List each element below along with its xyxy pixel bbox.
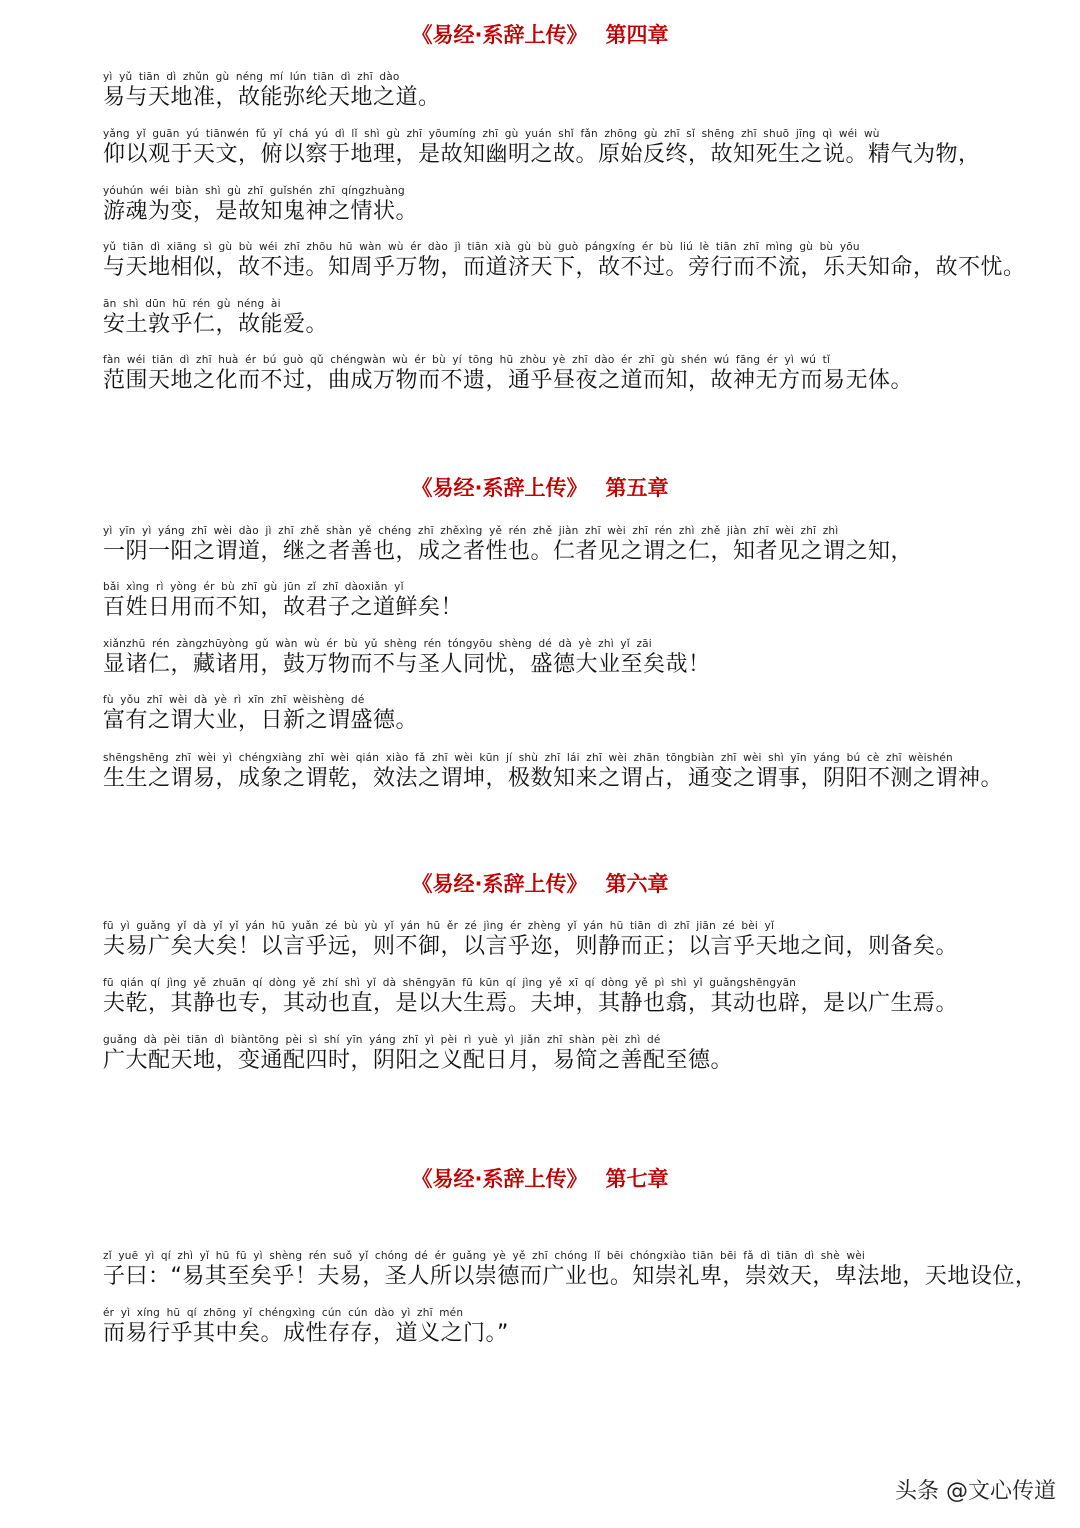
verse-line	[103, 297, 328, 339]
chapter-heading	[0, 475, 1080, 501]
verse-line	[103, 751, 1003, 793]
hanzi-line: 安土敦乎仁，故能爱。	[103, 312, 329, 337]
pinyin-line: yóuhún wéi biàn shì gù zhī guǐshén zhī qíngzhuàng	[103, 185, 405, 197]
pinyin-line: yì yīn yì yáng zhī wèi dào jì zhī zhě shàn yě chéng zhī zhěxìng yě rén zhě jiàn zhī wèi zhī rén zhì zhě jiàn zhī wèi zhī zhì	[103, 525, 839, 537]
verse-line	[103, 637, 711, 679]
pinyin-line: fù yǒu zhī wèi dà yè rì xīn zhī wèishèng dé	[103, 694, 365, 706]
source-watermark: 头条 @文心传道	[895, 1479, 1056, 1504]
pinyin-line: yǔ tiān dì xiāng sì gù bù wéi zhī zhōu hū wàn wù ér dào jì tiān xià gù bù guò pángxíng ér bù liú lè tiān zhī mìng gù bù yōu	[103, 241, 860, 253]
verse-line	[103, 184, 418, 226]
book-title: 《易经·系辞上传》	[411, 872, 588, 896]
verse-line	[103, 70, 441, 112]
hanzi-line: 广大配天地，变通配四时，阴阳之义配日月，易简之善配至德。	[103, 1048, 734, 1073]
hanzi-line: 生生之谓易，成象之谓乾，效法之谓坤，极数知来之谓占，通变之谓事，阴阳不测之谓神。	[103, 766, 1004, 791]
pinyin-line: yǎng yǐ guān yú tiānwén fǔ yǐ chá yú dì lǐ shì gù zhī yōumíng zhī gù yuán shǐ fǎn zhōng gù zhī sǐ shēng zhī shuō jīng qì wéi wù	[103, 128, 880, 140]
pinyin-line: yì yǔ tiān dì zhǔn gù néng mí lún tiān dì zhī dào	[103, 71, 400, 83]
chapter-number: 第七章	[605, 1167, 669, 1191]
verse-line	[103, 240, 1026, 282]
verse-line	[103, 580, 463, 622]
verse-line	[103, 127, 981, 169]
chapter-heading	[0, 22, 1080, 48]
hanzi-line: 仰以观于天文，俯以察于地理，是故知幽明之故。原始反终，故知死生之说。精气为物，	[103, 142, 981, 167]
verse-line	[103, 524, 913, 566]
hanzi-line: 游魂为变，是故知鬼神之情状。	[103, 199, 419, 224]
book-title: 《易经·系辞上传》	[411, 476, 588, 500]
verse-line	[103, 353, 913, 395]
hanzi-line: 显诸仁，藏诸用，鼓万物而不与圣人同忧，盛德大业至矣哉！	[103, 652, 711, 677]
verse-line	[103, 1306, 509, 1348]
verse-line	[103, 976, 958, 1018]
verse-line	[103, 1033, 733, 1075]
pinyin-line: bǎi xìng rì yòng ér bù zhī gù jūn zǐ zhī dàoxiǎn yǐ	[103, 581, 404, 593]
verse-line	[103, 919, 958, 961]
hanzi-line: 易与天地准，故能弥纶天地之道。	[103, 85, 441, 110]
pinyin-line: zǐ yuē yì qí zhì yǐ hū fū yì shèng rén suǒ yǐ chóng dé ér guǎng yè yě zhī chóng lǐ bēi chóngxiào tiān bēi fǎ dì tiān dì shè wèi	[103, 1250, 866, 1262]
pinyin-line: fàn wéi tiān dì zhī huà ér bú guò qǔ chéngwàn wù ér bù yí tōng hū zhòu yè zhī dào ér zhī gù shén wú fāng ér yì wú tǐ	[103, 354, 831, 366]
verse-line	[103, 693, 418, 735]
chapter-heading	[0, 1166, 1080, 1192]
hanzi-line: 子曰：“易其至矣乎！夫易，圣人所以崇德而广业也。知崇礼卑，崇效天，卑法地，天地设位，	[103, 1264, 1038, 1289]
verse-line	[103, 1249, 1037, 1291]
hanzi-line: 范围天地之化而不过，曲成万物而不遗，通乎昼夜之道而知，故神无方而易无体。	[103, 368, 914, 393]
hanzi-line: 夫易广矣大矣！以言乎远，则不御，以言乎迩，则静而正；以言乎天地之间，则备矣。	[103, 934, 959, 959]
hanzi-line: 富有之谓大业，日新之谓盛德。	[103, 708, 419, 733]
hanzi-line: 百姓日用而不知，故君子之道鲜矣！	[103, 595, 464, 620]
hanzi-line: 夫乾，其静也专，其动也直，是以大生焉。夫坤，其静也翕，其动也辟，是以广生焉。	[103, 991, 959, 1016]
book-title: 《易经·系辞上传》	[411, 1167, 588, 1191]
pinyin-line: shēngshēng zhī wèi yì chéngxiàng zhī wèi qián xiào fǎ zhī wèi kūn jí shù zhī lái zhī wèi zhān tōngbiàn zhī wèi shì yīn yáng bú cè zhī wèishén	[103, 752, 953, 764]
pinyin-line: ér yì xíng hū qí zhōng yǐ chéngxìng cún cún dào yì zhī mén	[103, 1307, 464, 1319]
book-title: 《易经·系辞上传》	[411, 23, 588, 47]
pinyin-line: ān shì dūn hū rén gù néng ài	[103, 298, 281, 310]
hanzi-line: 与天地相似，故不违。知周乎万物，而道济天下，故不过。旁行而不流，乐天知命，故不忧。	[103, 255, 1026, 280]
chapter-number: 第六章	[605, 872, 669, 896]
chapter-number: 第四章	[605, 23, 669, 47]
hanzi-line: 一阴一阳之谓道，继之者善也，成之者性也。仁者见之谓之仁，知者见之谓之知，	[103, 539, 914, 564]
hanzi-line: 而易行乎其中矣。成性存存，道义之门。”	[103, 1321, 509, 1346]
chapter-number: 第五章	[605, 476, 669, 500]
pinyin-line: xiǎnzhū rén zàngzhūyòng gǔ wàn wù ér bù yǔ shèng rén tóngyōu shèng dé dà yè zhì yǐ zāi	[103, 638, 652, 650]
pinyin-line: guǎng dà pèi tiān dì biàntōng pèi sì shí yīn yáng zhī yì pèi rì yuè yì jiǎn zhī shàn pèi zhì dé	[103, 1034, 661, 1046]
pinyin-line: fū qián qí jìng yě zhuān qí dòng yě zhí shì yǐ dà shēngyān fū kūn qí jìng yě xī qí dòng yě pì shì yǐ guǎngshēngyān	[103, 977, 797, 989]
pinyin-line: fū yì guǎng yǐ dà yǐ yǐ yán hū yuǎn zé bù yù yǐ yán hū ěr zé jìng ér zhèng yǐ yán hū tiān dì zhī jiān zé bèi yǐ	[103, 920, 775, 932]
chapter-heading	[0, 871, 1080, 897]
